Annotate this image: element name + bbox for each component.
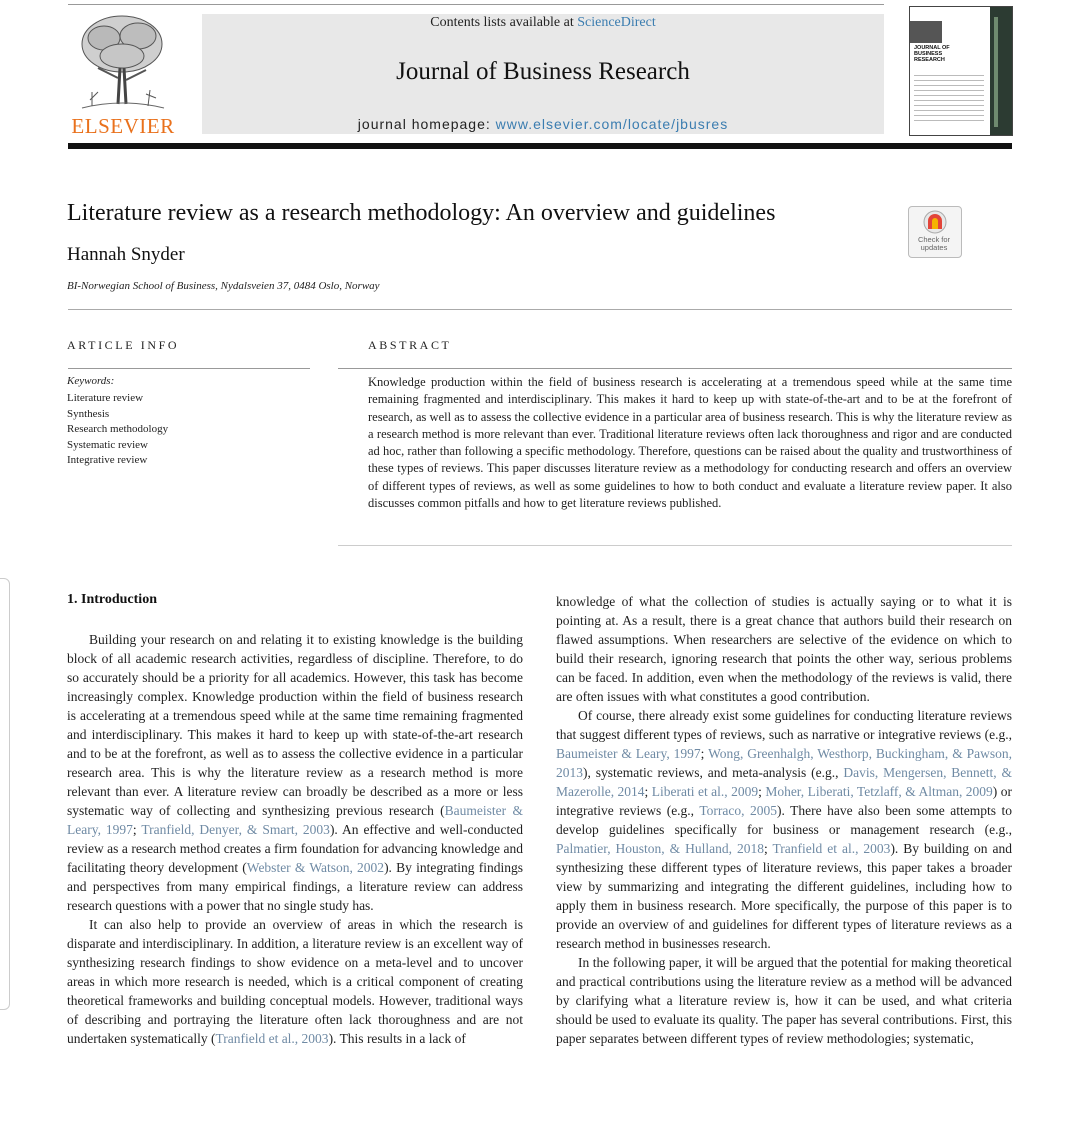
page-edge-tab bbox=[0, 578, 10, 1010]
body-paragraph bbox=[67, 915, 523, 1048]
keyword-item: Systematic review bbox=[67, 438, 148, 451]
cover-title-line: BUSINESS bbox=[914, 51, 943, 57]
citation-link[interactable]: Webster & Watson, 2002 bbox=[246, 860, 385, 875]
publisher-name: ELSEVIER bbox=[71, 114, 175, 138]
homepage-prefix: journal homepage: bbox=[357, 116, 496, 132]
author-name[interactable]: Hannah Snyder bbox=[67, 244, 185, 265]
homepage-link[interactable]: www.elsevier.com/locate/jbusres bbox=[495, 116, 729, 132]
keyword-item: Literature review bbox=[67, 392, 144, 404]
body-text: Of course, there already exist some guidelines for conducting literature reviews that suggest different types of reviews, such as narrative or integrative reviews (e.g., bbox=[556, 708, 1012, 742]
body-text: ; bbox=[700, 746, 709, 761]
body-paragraph bbox=[556, 706, 1012, 953]
cover-title-line: RESEARCH bbox=[914, 57, 945, 63]
top-rule bbox=[68, 4, 884, 5]
citation-link[interactable]: Baumeister & Leary, 1997 bbox=[67, 803, 524, 837]
body-text: ). An effective and well-conducted review as a research method creates a firm foundation for advancing knowledge and facilitating theory development ( bbox=[67, 822, 523, 875]
article-title: Literature review as a research methodology: An overview and guidelines bbox=[67, 200, 776, 226]
abstract-bottom-rule bbox=[338, 545, 1012, 546]
sciencedirect-link[interactable]: ScienceDirect bbox=[577, 15, 656, 30]
body-text: ; bbox=[758, 784, 766, 799]
contents-prefix: Contents lists available at bbox=[430, 15, 578, 30]
check-updates-icon bbox=[909, 207, 961, 237]
abstract-text: Knowledge production within the field of business research is accelerating at a tremendous speed while at the same time remaining fragmented and interdisciplinary. This makes it hard to keep up with state-of-the-art and to be at the forefront of research, as well as to assess the collective evidence in a particular area of business research. This is why the literature review as a research method is more relevant than ever. Traditional literature reviews often lack thoroughness and rigor and are conducted ad hoc, rather than following a specific methodology. Therefore, questions can be raised about the quality and trustworthiness of these types of reviews. This paper discusses literature review as a methodology for conducting research and offers an overview of different types of reviews, as well as some guidelines to how to both conduct and evaluate a literature review paper. It also discusses common pitfalls and how to get literature reviews published. bbox=[368, 375, 1012, 511]
body-text: ). By building on and synthesizing these different types of literature reviews, this paper takes a broader view by summarizing and integrating the different guidelines, including how to apply them in business research. More specifically, the purpose of this paper is to provide an overview of and guidelines for different types of literature reviews as a research method in businesses research. bbox=[556, 841, 1012, 951]
body-text: ). By integrating findings and perspectives from many empirical findings, a literature review can address research questions with a power that no single study has. bbox=[67, 860, 524, 913]
check-for-updates-label: Check for updates bbox=[917, 235, 951, 252]
body-text: ), systematic reviews, and meta-analysis (e.g., bbox=[583, 765, 844, 780]
keyword-item: Integrative review bbox=[67, 454, 148, 466]
article-info-heading: ARTICLE INFO bbox=[67, 338, 180, 352]
contents-line bbox=[202, 15, 884, 31]
citation-link[interactable]: Tranfield et al., 2003 bbox=[215, 1031, 329, 1046]
body-paragraph bbox=[556, 592, 1012, 706]
abstract-heading: ABSTRACT bbox=[368, 338, 452, 352]
body-text: ). This results in a lack of bbox=[328, 1031, 466, 1046]
keyword-item: Research methodology bbox=[67, 423, 169, 435]
citation-link[interactable]: Davis, Mengersen, Bennett, & Mazerolle, 2014 bbox=[556, 765, 1013, 799]
keyword-item: Synthesis bbox=[67, 407, 110, 420]
body-right-column bbox=[556, 592, 1012, 1048]
body-text: ; bbox=[132, 822, 142, 837]
body-paragraph bbox=[556, 953, 1012, 1048]
citation-link[interactable]: Baumeister & Leary, 1997 bbox=[556, 746, 701, 761]
journal-title: Journal of Business Research bbox=[396, 58, 690, 85]
author-affiliation: BI-Norwegian School of Business, Nydalsveien 37, 0484 Oslo, Norway bbox=[67, 280, 380, 292]
body-paragraph bbox=[67, 630, 523, 915]
cover-title-line: JOURNAL OF bbox=[914, 45, 950, 51]
body-text: ; bbox=[764, 841, 773, 856]
citation-link[interactable]: Wong, Greenhalgh, Westhorp, Buckingham, & Pawson, 2013 bbox=[556, 746, 1012, 780]
body-left-column bbox=[67, 630, 523, 1048]
body-text: knowledge of what the collection of studies is actually saying or to what it is pointing at. As a result, there is a great chance that authors build their research on flawed assumptions. When researchers are selective of the evidence on which to build their research, ignoring research that points the other way, serious problems can be faced. In addition, even when the methodology of the reviews is valid, there are often issues with what constitutes a good contribution. bbox=[556, 594, 1012, 704]
citation-link[interactable]: Liberati et al., 2009 bbox=[651, 784, 759, 799]
header-thick-rule bbox=[68, 143, 1012, 149]
journal-cover-thumbnail bbox=[909, 6, 1013, 136]
body-text: In the following paper, it will be argued that the potential for making theoretical and practical contributions using the literature review as a method will be advanced by clarifying what a literature review is, how it can be used, and what criteria should be used to evaluate its quality. The paper has several contributions. First, this paper separates between different types of review methodologies; systematic, bbox=[556, 955, 1012, 1046]
keywords-list bbox=[67, 391, 168, 469]
section-rule bbox=[68, 309, 1012, 310]
citation-link[interactable]: Tranfield et al., 2003 bbox=[772, 841, 891, 856]
body-text: It can also help to provide an overview of areas in which the research is disparate and interdisciplinary. In addition, a literature review is an excellent way of synthesizing research findings to show evidence on a meta-level and to uncover areas in which more research is needed, which is a critical component of creating theoretical frameworks and building conceptual models. However, traditional ways of describing and portraying the literature often lack thoroughness and are not undertaken systematically ( bbox=[67, 917, 523, 1046]
citation-link[interactable]: Tranfield, Denyer, & Smart, 2003 bbox=[141, 822, 330, 837]
body-text: ) or integrative reviews (e.g., bbox=[556, 784, 1012, 818]
article-info-rule bbox=[68, 368, 310, 369]
homepage-line bbox=[202, 116, 884, 132]
citation-link[interactable]: Moher, Liberati, Tetzlaff, & Altman, 2009 bbox=[765, 784, 993, 799]
section-heading-introduction: 1. Introduction bbox=[67, 592, 157, 607]
keywords-label: Keywords: bbox=[67, 375, 115, 387]
citation-link[interactable]: Palmatier, Houston, & Hulland, 2018 bbox=[556, 841, 764, 856]
body-text: Building your research on and relating it to existing knowledge is the building block of all academic research activities, regardless of discipline. Therefore, to do so accurately should be a priority for all academics. However, this task has become increasingly complex. Knowledge production within the field of business research is accelerating at a tremendous speed while at the same time remaining fragmented and interdisciplinary. This makes it hard to keep up with state-of-the-art research and to be at the forefront, as well as to assess the collective evidence in a particular research area. This is why the literature review as a research method is more relevant than ever. A literature review can broadly be described as a more or less systematic way of collecting and synthesizing previous research ( bbox=[67, 632, 523, 818]
abstract-rule bbox=[338, 368, 1012, 369]
body-text: ; bbox=[644, 784, 652, 799]
body-text: ). There have also been some attempts to develop guidelines specifically for business or management research (e.g., bbox=[556, 803, 1013, 837]
citation-link[interactable]: Torraco, 2005 bbox=[699, 803, 777, 818]
